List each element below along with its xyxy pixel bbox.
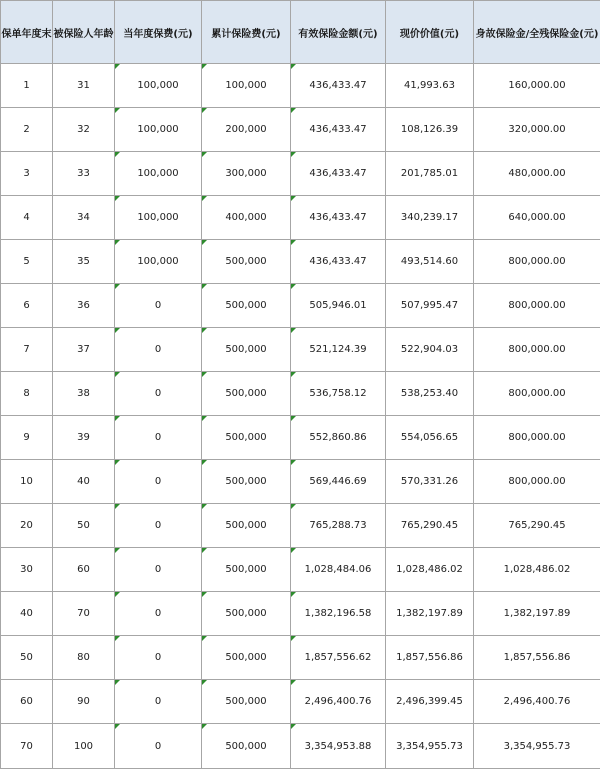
- cell-cash-value: 3,354,955.73: [386, 724, 474, 769]
- cell-insured-age: 100: [53, 724, 115, 769]
- cell-cash-value: 41,993.63: [386, 64, 474, 108]
- cell-effective-sum-insured: 505,946.01: [291, 284, 386, 328]
- cell-effective-sum-insured: 436,433.47: [291, 240, 386, 284]
- table-row: [1, 196, 600, 240]
- cell-death-disability-benefit: 800,000.00: [474, 372, 600, 416]
- cell-cumulative-premium: 500,000: [202, 636, 291, 680]
- cell-insured-age: 33: [53, 152, 115, 196]
- cell-annual-premium: 100,000: [115, 108, 202, 152]
- cell-annual-premium: 0: [115, 504, 202, 548]
- cell-annual-premium: 0: [115, 328, 202, 372]
- cell-policy-year-end: 50: [1, 636, 53, 680]
- cell-insured-age: 31: [53, 64, 115, 108]
- cell-insured-age: 37: [53, 328, 115, 372]
- cell-policy-year-end: 8: [1, 372, 53, 416]
- cell-effective-sum-insured: 552,860.86: [291, 416, 386, 460]
- table-row: [1, 592, 600, 636]
- header-effective-sum-insured: 有效保险金额(元): [291, 1, 386, 64]
- cell-cash-value: 507,995.47: [386, 284, 474, 328]
- table-row: [1, 284, 600, 328]
- cell-cumulative-premium: 300,000: [202, 152, 291, 196]
- header-row: [1, 1, 600, 64]
- table-row: [1, 328, 600, 372]
- cell-cumulative-premium: 500,000: [202, 416, 291, 460]
- cell-cash-value: 765,290.45: [386, 504, 474, 548]
- cell-insured-age: 80: [53, 636, 115, 680]
- table-row: [1, 64, 600, 108]
- cell-cash-value: 1,382,197.89: [386, 592, 474, 636]
- cell-cumulative-premium: 100,000: [202, 64, 291, 108]
- cell-cash-value: 554,056.65: [386, 416, 474, 460]
- cell-annual-premium: 100,000: [115, 152, 202, 196]
- table-row: [1, 460, 600, 504]
- cell-insured-age: 60: [53, 548, 115, 592]
- cell-death-disability-benefit: 640,000.00: [474, 196, 600, 240]
- cell-cash-value: 1,857,556.86: [386, 636, 474, 680]
- cell-effective-sum-insured: 1,382,196.58: [291, 592, 386, 636]
- cell-effective-sum-insured: 3,354,953.88: [291, 724, 386, 769]
- cell-cumulative-premium: 500,000: [202, 724, 291, 769]
- cell-policy-year-end: 2: [1, 108, 53, 152]
- table-row: [1, 680, 600, 724]
- cell-policy-year-end: 4: [1, 196, 53, 240]
- cell-cumulative-premium: 500,000: [202, 328, 291, 372]
- cell-annual-premium: 100,000: [115, 196, 202, 240]
- cell-death-disability-benefit: 800,000.00: [474, 460, 600, 504]
- cell-policy-year-end: 20: [1, 504, 53, 548]
- cell-annual-premium: 0: [115, 592, 202, 636]
- table-header: [1, 1, 600, 64]
- table-row: [1, 636, 600, 680]
- cell-cumulative-premium: 200,000: [202, 108, 291, 152]
- cell-annual-premium: 0: [115, 460, 202, 504]
- cell-death-disability-benefit: 1,028,486.02: [474, 548, 600, 592]
- table-row: [1, 504, 600, 548]
- cell-policy-year-end: 3: [1, 152, 53, 196]
- cell-annual-premium: 100,000: [115, 240, 202, 284]
- table-row: [1, 152, 600, 196]
- cell-effective-sum-insured: 1,857,556.62: [291, 636, 386, 680]
- cell-cash-value: 538,253.40: [386, 372, 474, 416]
- cell-annual-premium: 0: [115, 416, 202, 460]
- cell-annual-premium: 100,000: [115, 64, 202, 108]
- cell-cumulative-premium: 500,000: [202, 284, 291, 328]
- cell-cash-value: 570,331.26: [386, 460, 474, 504]
- cell-death-disability-benefit: 800,000.00: [474, 240, 600, 284]
- cell-cash-value: 493,514.60: [386, 240, 474, 284]
- cell-insured-age: 39: [53, 416, 115, 460]
- cell-policy-year-end: 40: [1, 592, 53, 636]
- cell-cumulative-premium: 400,000: [202, 196, 291, 240]
- cell-cash-value: 201,785.01: [386, 152, 474, 196]
- cell-death-disability-benefit: 160,000.00: [474, 64, 600, 108]
- header-annual-premium: 当年度保费(元): [115, 1, 202, 64]
- cell-cash-value: 108,126.39: [386, 108, 474, 152]
- table-row: [1, 372, 600, 416]
- cell-cumulative-premium: 500,000: [202, 680, 291, 724]
- cell-policy-year-end: 30: [1, 548, 53, 592]
- cell-effective-sum-insured: 436,433.47: [291, 64, 386, 108]
- cell-policy-year-end: 6: [1, 284, 53, 328]
- cell-effective-sum-insured: 436,433.47: [291, 108, 386, 152]
- cell-insured-age: 32: [53, 108, 115, 152]
- cell-annual-premium: 0: [115, 372, 202, 416]
- cell-policy-year-end: 70: [1, 724, 53, 769]
- header-cash-value: 现价价值(元): [386, 1, 474, 64]
- cell-cash-value: 1,028,486.02: [386, 548, 474, 592]
- cell-effective-sum-insured: 1,028,484.06: [291, 548, 386, 592]
- cell-insured-age: 50: [53, 504, 115, 548]
- table-row: [1, 416, 600, 460]
- cell-death-disability-benefit: 320,000.00: [474, 108, 600, 152]
- cell-annual-premium: 0: [115, 284, 202, 328]
- cell-policy-year-end: 5: [1, 240, 53, 284]
- cell-effective-sum-insured: 765,288.73: [291, 504, 386, 548]
- cell-death-disability-benefit: 1,857,556.86: [474, 636, 600, 680]
- cell-cumulative-premium: 500,000: [202, 504, 291, 548]
- cell-effective-sum-insured: 569,446.69: [291, 460, 386, 504]
- cell-cash-value: 340,239.17: [386, 196, 474, 240]
- cell-effective-sum-insured: 2,496,400.76: [291, 680, 386, 724]
- cell-death-disability-benefit: 2,496,400.76: [474, 680, 600, 724]
- cell-effective-sum-insured: 436,433.47: [291, 152, 386, 196]
- cell-insured-age: 34: [53, 196, 115, 240]
- header-policy-year-end: 保单年度末: [1, 1, 53, 64]
- cell-insured-age: 38: [53, 372, 115, 416]
- table-row: [1, 240, 600, 284]
- table-body: [1, 64, 600, 769]
- cell-cumulative-premium: 500,000: [202, 460, 291, 504]
- cell-death-disability-benefit: 480,000.00: [474, 152, 600, 196]
- cell-insured-age: 40: [53, 460, 115, 504]
- cell-effective-sum-insured: 436,433.47: [291, 196, 386, 240]
- cell-death-disability-benefit: 800,000.00: [474, 416, 600, 460]
- cell-effective-sum-insured: 521,124.39: [291, 328, 386, 372]
- header-death-disability-benefit: 身故保险金/全残保险金(元): [474, 1, 600, 64]
- cell-cumulative-premium: 500,000: [202, 372, 291, 416]
- cell-policy-year-end: 9: [1, 416, 53, 460]
- cell-death-disability-benefit: 1,382,197.89: [474, 592, 600, 636]
- cell-annual-premium: 0: [115, 548, 202, 592]
- cell-insured-age: 36: [53, 284, 115, 328]
- cell-cumulative-premium: 500,000: [202, 240, 291, 284]
- cell-cash-value: 2,496,399.45: [386, 680, 474, 724]
- cell-effective-sum-insured: 536,758.12: [291, 372, 386, 416]
- cell-cumulative-premium: 500,000: [202, 592, 291, 636]
- cell-insured-age: 35: [53, 240, 115, 284]
- cell-policy-year-end: 7: [1, 328, 53, 372]
- table-row: [1, 108, 600, 152]
- cell-policy-year-end: 60: [1, 680, 53, 724]
- cell-death-disability-benefit: 3,354,955.73: [474, 724, 600, 769]
- header-insured-age: 被保险人年龄: [53, 1, 115, 64]
- cell-death-disability-benefit: 800,000.00: [474, 284, 600, 328]
- cell-cash-value: 522,904.03: [386, 328, 474, 372]
- header-cumulative-premium: 累计保险费(元): [202, 1, 291, 64]
- cell-death-disability-benefit: 800,000.00: [474, 328, 600, 372]
- cell-cumulative-premium: 500,000: [202, 548, 291, 592]
- cell-policy-year-end: 1: [1, 64, 53, 108]
- cell-annual-premium: 0: [115, 724, 202, 769]
- cell-annual-premium: 0: [115, 636, 202, 680]
- cell-annual-premium: 0: [115, 680, 202, 724]
- cell-insured-age: 90: [53, 680, 115, 724]
- table-row: [1, 724, 600, 769]
- cell-insured-age: 70: [53, 592, 115, 636]
- cell-policy-year-end: 10: [1, 460, 53, 504]
- table-row: [1, 548, 600, 592]
- cell-death-disability-benefit: 765,290.45: [474, 504, 600, 548]
